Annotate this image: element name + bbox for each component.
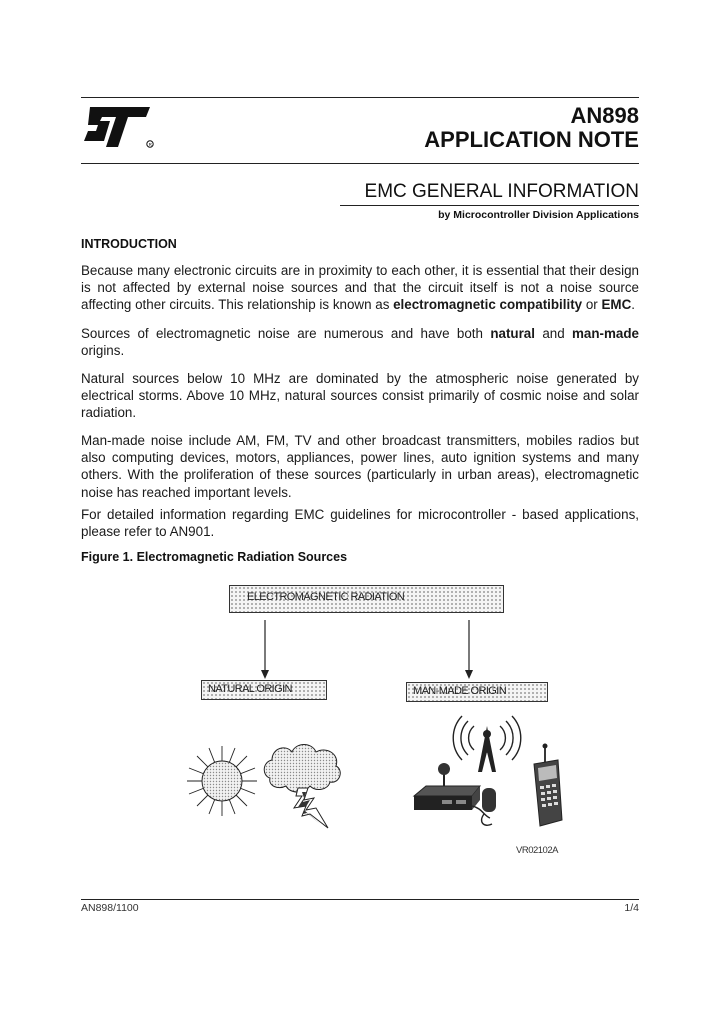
paragraph-1: Because many electronic circuits are in proximity to each other, it is essential that their design is not affected by external noise sources and that the circuit itself is not a noise source affecting other circuits. This relationship is known as electromagnetic compatibility or EMC. (81, 263, 639, 313)
section-heading: INTRODUCTION (81, 237, 177, 251)
paragraph-5: For detailed information regarding EMC guidelines for microcontroller - based applications, please refer to AN901. (81, 507, 639, 540)
paragraph-3: Natural sources below 10 MHz are dominated by the atmospheric noise generated by electrical storms. Above 10 MHz, natural sources consist primarily of cosmic noise and solar radiation. (81, 371, 639, 421)
footer-rule (81, 899, 639, 900)
paragraph-2: Sources of electromagnetic noise are numerous and have both natural and man-made origins. (81, 326, 639, 359)
box-natural-origin: NATURAL ORIGIN (201, 680, 327, 700)
doc-author: by Microcontroller Division Applications (438, 209, 639, 221)
header-mid-rule (81, 163, 639, 164)
doc-number: AN898 (570, 103, 639, 128)
radio-transceiver-icon (412, 762, 508, 830)
box-man-made-origin: MAN-MADE ORIGIN (406, 682, 548, 702)
footer-doc-ref: AN898/1100 (81, 902, 139, 914)
mobile-phone-icon (528, 742, 566, 828)
header-top-rule (81, 97, 639, 98)
svg-text:R: R (148, 142, 152, 147)
paragraph-4: Man-made noise include AM, FM, TV and other broadcast transmitters, mobiles radios but also computing devices, motors, appliances, power lines, auto ignition systems and many others. With the proliferation of these sources (particularly in urban areas), electromagnetic noise has reached important levels. (81, 433, 639, 500)
figure-caption: Figure 1. Electromagnetic Radiation Sources (81, 550, 348, 564)
flow-arrows (250, 615, 490, 681)
doc-subject: EMC GENERAL INFORMATION (364, 181, 639, 202)
st-logo-icon (80, 103, 160, 153)
footer-page-number: 1/4 (624, 902, 639, 914)
subject-rule (340, 205, 639, 206)
figure-code: VR02102A (516, 845, 558, 856)
sun-icon (185, 744, 259, 818)
doc-type: APPLICATION NOTE (424, 127, 639, 152)
box-electromagnetic-radiation: ELECTROMAGNETIC RADIATION (229, 585, 504, 613)
storm-cloud-icon (262, 738, 344, 830)
